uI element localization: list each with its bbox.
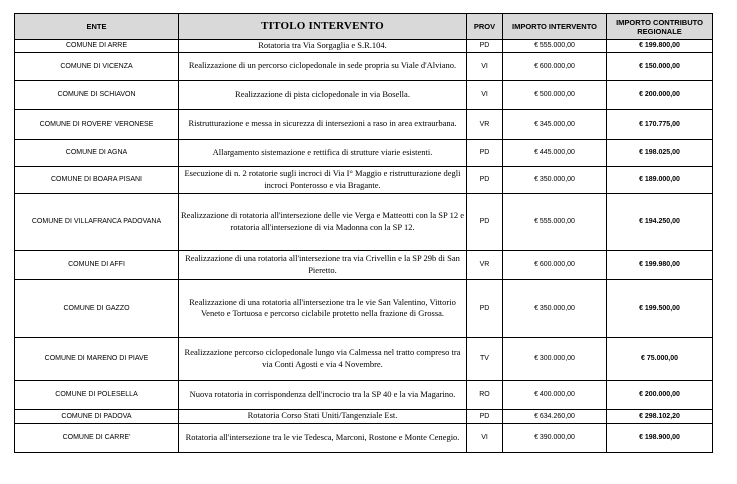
cell-titolo: Allargamento sistemazione e rettifica di strutture viarie esistenti.	[179, 139, 467, 166]
cell-importo: € 445.000,00	[503, 139, 607, 166]
cell-prov: PD	[467, 193, 503, 250]
table-row	[15, 109, 713, 139]
cell-ente: COMUNE DI ARRE	[15, 40, 179, 53]
cell-ente: COMUNE DI POLESELLA	[15, 380, 179, 409]
cell-ente: COMUNE DI GAZZO	[15, 279, 179, 337]
cell-importo: € 555.000,00	[503, 193, 607, 250]
cell-contributo: € 150.000,00	[607, 52, 713, 80]
table-row	[15, 166, 713, 193]
cell-contributo: € 200.000,00	[607, 380, 713, 409]
cell-contributo: € 170.775,00	[607, 109, 713, 139]
cell-prov: VI	[467, 52, 503, 80]
header-contributo: IMPORTO CONTRIBUTO REGIONALE	[607, 14, 713, 40]
table-row	[15, 250, 713, 279]
table-row	[15, 193, 713, 250]
cell-ente: COMUNE DI ROVERE' VERONESE	[15, 109, 179, 139]
cell-importo: € 600.000,00	[503, 52, 607, 80]
cell-prov: TV	[467, 337, 503, 380]
header-importo: IMPORTO INTERVENTO	[503, 14, 607, 40]
cell-importo: € 400.000,00	[503, 380, 607, 409]
table-row	[15, 40, 713, 53]
interventions-table	[14, 13, 713, 453]
cell-importo: € 345.000,00	[503, 109, 607, 139]
cell-titolo: Realizzazione di un percorso ciclopedonale in sede propria su Viale d'Alviano.	[179, 52, 467, 80]
cell-prov: VI	[467, 423, 503, 452]
cell-titolo: Ristrutturazione e messa in sicurezza di intersezioni a raso in area extraurbana.	[179, 109, 467, 139]
cell-importo: € 634.260,00	[503, 409, 607, 423]
cell-importo: € 300.000,00	[503, 337, 607, 380]
cell-importo: € 600.000,00	[503, 250, 607, 279]
cell-contributo: € 298.102,20	[607, 409, 713, 423]
cell-titolo: Esecuzione di n. 2 rotatorie sugli incroci di Via I° Maggio e ristrutturazione degli incroci Ponterosso e via Bragante.	[179, 166, 467, 193]
table-row	[15, 337, 713, 380]
cell-importo: € 555.000,00	[503, 40, 607, 53]
cell-titolo: Rotatoria tra Via Sorgaglia e S.R.104.	[179, 40, 467, 53]
cell-contributo: € 194.250,00	[607, 193, 713, 250]
cell-ente: COMUNE DI CARRE'	[15, 423, 179, 452]
header-titolo: TITOLO INTERVENTO	[179, 14, 467, 40]
cell-ente: COMUNE DI PADOVA	[15, 409, 179, 423]
cell-importo: € 390.000,00	[503, 423, 607, 452]
cell-prov: VR	[467, 109, 503, 139]
cell-prov: PD	[467, 409, 503, 423]
cell-ente: COMUNE DI BOARA PISANI	[15, 166, 179, 193]
cell-importo: € 500.000,00	[503, 80, 607, 109]
cell-contributo: € 199.980,00	[607, 250, 713, 279]
cell-contributo: € 200.000,00	[607, 80, 713, 109]
cell-titolo: Realizzazione di una rotatoria all'intersezione tra le vie San Valentino, Vittorio Veneto e Tortuosa e percorso ciclabile protetto nella frazione di Grossa.	[179, 279, 467, 337]
cell-importo: € 350.000,00	[503, 166, 607, 193]
cell-contributo: € 75.000,00	[607, 337, 713, 380]
header-ente: ENTE	[15, 14, 179, 40]
cell-titolo: Rotatoria Corso Stati Uniti/Tangenziale Est.	[179, 409, 467, 423]
table-row	[15, 409, 713, 423]
cell-contributo: € 199.500,00	[607, 279, 713, 337]
cell-prov: VI	[467, 80, 503, 109]
cell-prov: VR	[467, 250, 503, 279]
cell-ente: COMUNE DI MARENO DI PIAVE	[15, 337, 179, 380]
cell-contributo: € 198.900,00	[607, 423, 713, 452]
cell-contributo: € 199.800,00	[607, 40, 713, 53]
cell-contributo: € 189.000,00	[607, 166, 713, 193]
cell-titolo: Nuova rotatoria in corrispondenza dell'incrocio tra la SP 40 e la via Magarino.	[179, 380, 467, 409]
cell-ente: COMUNE DI AGNA	[15, 139, 179, 166]
cell-prov: RO	[467, 380, 503, 409]
table-row	[15, 139, 713, 166]
table-row	[15, 52, 713, 80]
cell-prov: PD	[467, 166, 503, 193]
header-prov: PROV	[467, 14, 503, 40]
cell-prov: PD	[467, 279, 503, 337]
cell-titolo: Realizzazione di pista ciclopedonale in via Bosella.	[179, 80, 467, 109]
cell-ente: COMUNE DI AFFI	[15, 250, 179, 279]
cell-titolo: Realizzazione di una rotatoria all'intersezione tra via Crivellin e la SP 29b di San Pieretto.	[179, 250, 467, 279]
cell-ente: COMUNE DI VICENZA	[15, 52, 179, 80]
cell-titolo: Realizzazione di rotatoria all'intersezione delle vie Verga e Matteotti con la SP 12 e rotatoria all'intersezione di via Madonna con la SP 12.	[179, 193, 467, 250]
table-row	[15, 279, 713, 337]
table-row	[15, 380, 713, 409]
header-row	[15, 14, 713, 40]
cell-ente: COMUNE DI SCHIAVON	[15, 80, 179, 109]
cell-prov: PD	[467, 40, 503, 53]
cell-prov: PD	[467, 139, 503, 166]
cell-contributo: € 198.025,00	[607, 139, 713, 166]
table-row	[15, 80, 713, 109]
table-row	[15, 423, 713, 452]
cell-titolo: Rotatoria all'intersezione tra le vie Tedesca, Marconi, Rostone e Monte Cenegio.	[179, 423, 467, 452]
cell-ente: COMUNE DI VILLAFRANCA PADOVANA	[15, 193, 179, 250]
cell-importo: € 350.000,00	[503, 279, 607, 337]
cell-titolo: Realizzazione percorso ciclopedonale lungo via Calmessa nel tratto compreso tra via Conti Agosti e via 4 Novembre.	[179, 337, 467, 380]
